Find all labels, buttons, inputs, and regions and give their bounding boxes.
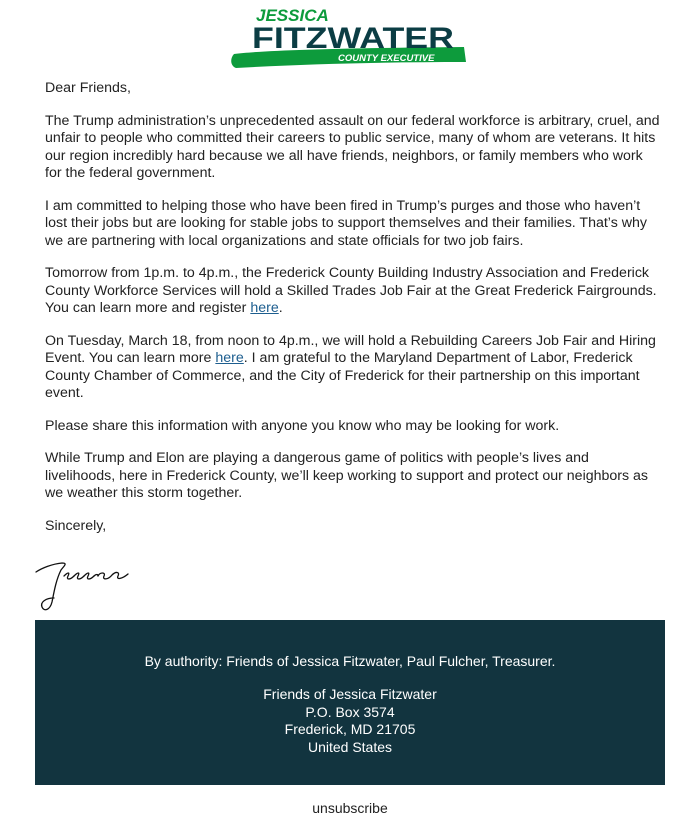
paragraph-closing-thought: While Trump and Elon are playing a dangerous game of politics with people’s lives and livelihoods, here in Frederick County, we’ll keep working to support and protect our neighbors as we weather this storm together. bbox=[45, 450, 649, 501]
signature bbox=[34, 554, 132, 618]
address-country: United States bbox=[307, 738, 393, 755]
address-po-box: P.O. Box 3574 bbox=[305, 703, 395, 720]
mailing-address bbox=[35, 686, 665, 756]
address-city: Frederick, MD 21705 bbox=[284, 721, 416, 737]
closing: Sincerely, bbox=[45, 517, 107, 534]
footer bbox=[35, 620, 665, 785]
letter-body bbox=[45, 80, 660, 550]
logo-office: COUNTY EXECUTIVE bbox=[338, 53, 435, 64]
p3-text-before: Tomorrow from 1p.m. to 4p.m., the Frederick County Building Industry Association and Frederick County Workforce Services will hold a Skilled Trades Job Fair at the Great Frederick Fairgrounds. You can learn more and register bbox=[45, 265, 657, 316]
logo-first-name: JESSICA bbox=[256, 6, 329, 25]
campaign-logo bbox=[226, 4, 470, 70]
p4-text-before: On Tuesday, March 18, from noon to 4p.m., we will hold a Rebuilding Careers Job Fair and Hiring Event. You can learn more bbox=[45, 332, 656, 366]
greeting: Dear Friends, bbox=[45, 80, 131, 96]
learn-more-here-link[interactable]: here bbox=[215, 350, 244, 366]
authority-line: By authority: Friends of Jessica Fitzwater, Paul Fulcher, Treasurer. bbox=[144, 653, 556, 669]
logo-last-name: FITZWATER bbox=[252, 22, 455, 55]
paragraph-commitment: I am committed to helping those who have been fired in Trump’s purges and those who haven’t lost their jobs but are looking for stable jobs to support themselves and their families. That’s why we are partnering with local organizations and state officials for two job fairs. bbox=[45, 197, 647, 249]
paragraph-rebuilding-careers-fair bbox=[45, 333, 660, 403]
paragraph-skilled-trades-fair bbox=[45, 265, 660, 318]
register-here-link[interactable]: here bbox=[250, 300, 279, 316]
paragraph-share: Please share this information with anyone you know who may be looking for work. bbox=[45, 417, 560, 434]
p3-text-after: . bbox=[278, 300, 283, 316]
unsubscribe-link[interactable]: unsubscribe bbox=[312, 800, 388, 816]
address-org: Friends of Jessica Fitzwater bbox=[263, 686, 437, 702]
paragraph-federal-workforce: The Trump administration’s unprecedented assault on our federal workforce is arbitrary, cruel, and unfair to people who committed their careers to public service, many of whom are veterans. It hits our region incredibly hard because we all have friends, neighbors, or family members who work for the federal government. bbox=[45, 112, 660, 181]
p4-text-after: . I am grateful to the Maryland Department of Labor, Frederick County Chamber of Commerce, and the City of Frederick for their partnership on this important event. bbox=[45, 350, 640, 401]
